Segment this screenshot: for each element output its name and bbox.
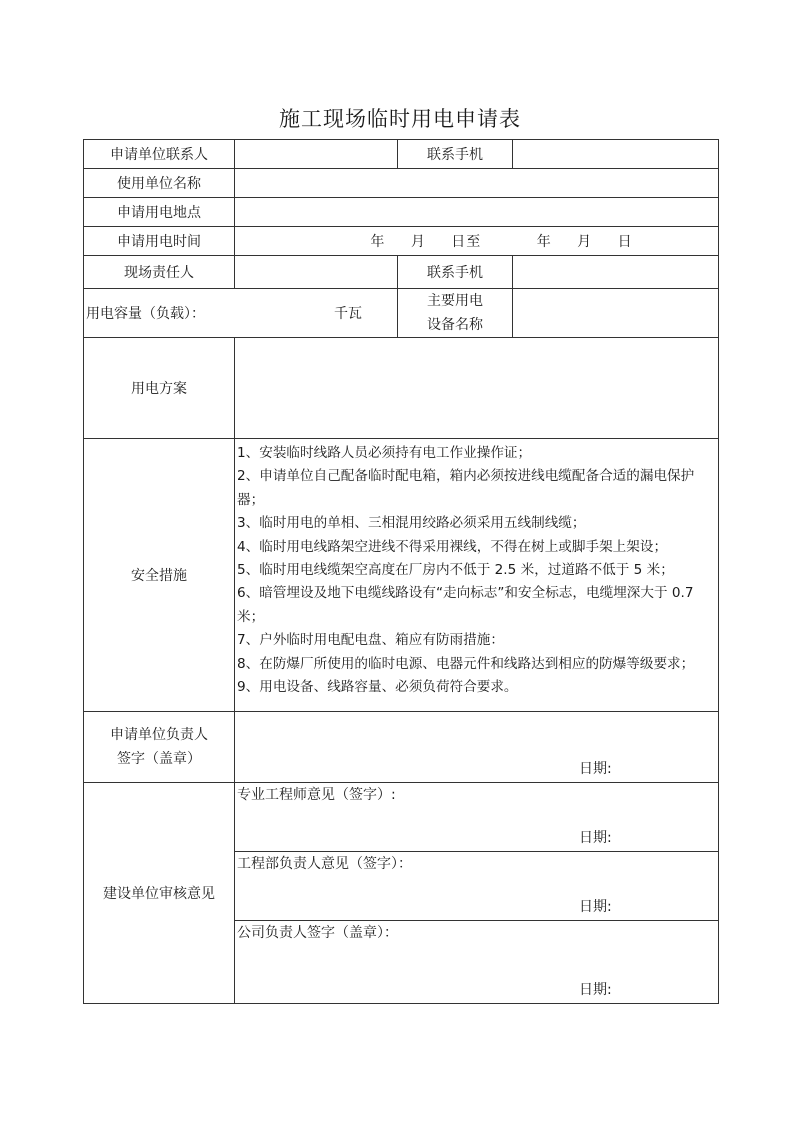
safety-item-4: 4、临时用电线路架空进线不得采用裸线，不得在树上或脚手架上架设； (237, 538, 668, 555)
row-applicant-sign (84, 712, 719, 783)
row-contact (84, 140, 719, 169)
row-time (84, 227, 719, 256)
row-location (84, 198, 719, 227)
plan-label: 用电方案 (84, 338, 235, 439)
plan-field[interactable] (235, 338, 719, 439)
site-manager-field[interactable] (235, 256, 398, 289)
site-phone-label: 联系手机 (398, 256, 513, 289)
capacity-field[interactable] (84, 289, 398, 338)
applicant-sign-label (84, 712, 235, 783)
company-sign-field[interactable] (235, 921, 719, 1004)
applicant-date-label: 日期: (579, 761, 612, 777)
engineer-opinion-label: 专业工程师意见（签字）: (237, 787, 396, 803)
safety-item-8: 8、在防爆厂所使用的临时电源、电器元件和线路达到相应的防爆等级要求； (237, 655, 695, 672)
safety-item-6: 6、暗管埋设及地下电缆线路设有“走向标志”和安全标志，电缆埋深大于 0.7 米； (237, 585, 694, 625)
contact-phone-label: 联系手机 (398, 140, 513, 169)
equipment-label (398, 289, 513, 338)
safety-item-2: 2、申请单位自己配备临时配电箱，箱内必须按进线电缆配备合适的漏电保护器； (237, 468, 695, 508)
time-year-1: 年 (370, 234, 386, 250)
location-field[interactable] (235, 198, 719, 227)
time-day-2: 日 (617, 234, 633, 250)
safety-item-7: 7、户外临时用电配电盘、箱应有防雨措施： (237, 632, 504, 649)
time-month-1: 月 (410, 234, 426, 250)
safety-item-9: 9、用电设备、线路容量、必须负荷符合要求。 (237, 679, 518, 696)
equipment-field[interactable] (513, 289, 719, 338)
time-label: 申请用电时间 (84, 227, 235, 256)
safety-label: 安全措施 (84, 439, 235, 712)
contact-person-field[interactable] (235, 140, 398, 169)
site-manager-label: 现场责任人 (84, 256, 235, 289)
row-engineer-opinion (84, 783, 719, 852)
capacity-unit: 千瓦 (334, 306, 362, 322)
capacity-label: 用电容量（负载）： (86, 306, 205, 322)
time-day-1: 日至 (451, 234, 482, 250)
safety-item-1: 1、安装临时线路人员必须持有电工作业操作证； (237, 445, 532, 461)
site-phone-field[interactable] (513, 256, 719, 289)
company-date-label: 日期: (579, 982, 612, 998)
review-label: 建设单位审核意见 (84, 783, 235, 1004)
safety-item-5: 5、临时用电线缆架空高度在厂房内不低于 2.5 米，过道路不低于 5 米； (237, 562, 674, 579)
row-safety (84, 439, 719, 712)
application-form-table (83, 139, 719, 1004)
row-site-manager (84, 256, 719, 289)
row-capacity (84, 289, 719, 338)
page-title: 施工现场临时用电申请表 (279, 107, 521, 131)
location-label: 申请用电地点 (84, 198, 235, 227)
time-month-2: 月 (577, 234, 593, 250)
engineer-date-label: 日期: (579, 830, 612, 846)
using-unit-field[interactable] (235, 169, 719, 198)
applicant-sign-label-line-1: 申请单位负责人 (110, 727, 208, 743)
time-year-2: 年 (536, 234, 552, 250)
using-unit-label: 使用单位名称 (84, 169, 235, 198)
safety-item-3: 3、临时用电的单相、三相混用绞路必须采用五线制线缆； (237, 515, 586, 532)
contact-person-label: 申请单位联系人 (84, 140, 235, 169)
row-plan (84, 338, 719, 439)
safety-measures (235, 439, 719, 712)
applicant-sign-label-line-2: 签字（盖章） (117, 751, 201, 767)
applicant-sign-field[interactable] (235, 712, 719, 783)
equipment-label-line-1: 主要用电 (427, 293, 483, 309)
company-sign-label: 公司负责人签字（盖章）： (237, 925, 398, 941)
row-using-unit (84, 169, 719, 198)
dept-opinion-label: 工程部负责人意见（签字）： (237, 856, 412, 872)
engineer-opinion-field[interactable] (235, 783, 719, 852)
contact-phone-field[interactable] (513, 140, 719, 169)
dept-date-label: 日期: (579, 899, 612, 915)
time-field[interactable] (235, 227, 719, 256)
equipment-label-line-2: 设备名称 (427, 317, 483, 333)
dept-opinion-field[interactable] (235, 852, 719, 921)
